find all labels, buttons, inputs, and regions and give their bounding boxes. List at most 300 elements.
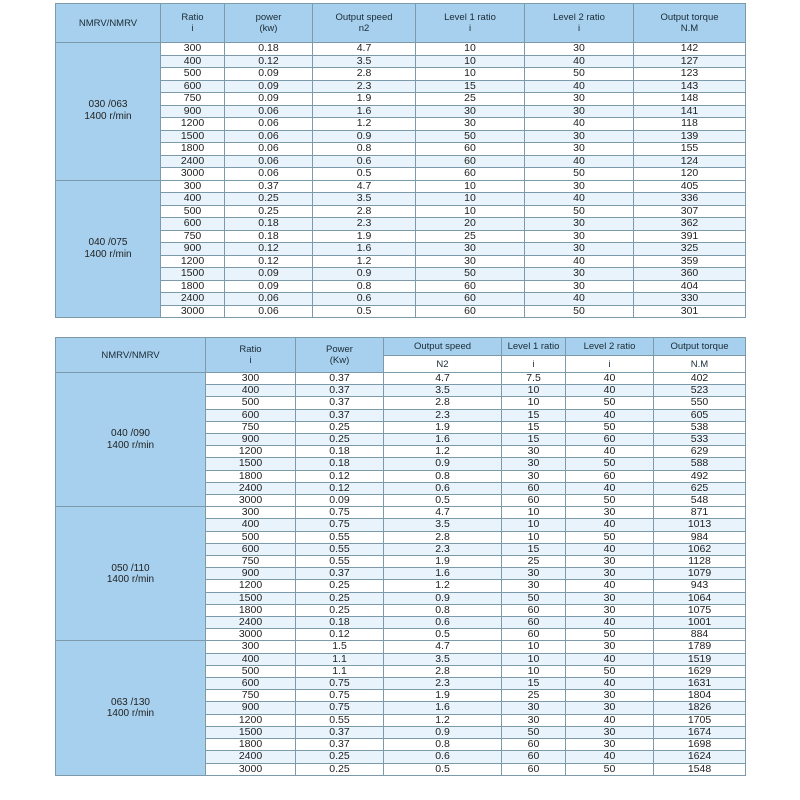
cell-level2-ratio: 40 (566, 373, 654, 385)
cell-power: 0.25 (296, 580, 384, 592)
cell-ratio: 1500 (161, 130, 225, 143)
cell-power: 0.06 (225, 168, 313, 181)
cell-level1-ratio: 60 (502, 495, 566, 507)
cell-level2-ratio: 30 (525, 130, 634, 143)
cell-power: 0.37 (296, 385, 384, 397)
cell-power: 0.12 (225, 255, 313, 268)
cell-ratio: 2400 (161, 293, 225, 306)
cell-level1-ratio: 60 (502, 604, 566, 616)
cell-ratio: 500 (206, 397, 296, 409)
cell-level2-ratio: 30 (525, 180, 634, 193)
cell-output-speed: 0.5 (384, 629, 502, 641)
cell-output-torque: 120 (634, 168, 746, 181)
model-label: 040 /075 (88, 236, 128, 248)
cell-output-torque: 1062 (654, 543, 746, 555)
cell-ratio: 1200 (206, 446, 296, 458)
cell-level1-ratio: 25 (502, 690, 566, 702)
cell-ratio: 600 (206, 678, 296, 690)
cell-ratio: 3000 (161, 305, 225, 318)
cell-level1-ratio: 30 (502, 580, 566, 592)
subheader-level1-ratio: i (502, 356, 566, 373)
cell-ratio: 2400 (206, 751, 296, 763)
header-power: power (kw) (225, 4, 313, 43)
cell-level2-ratio: 50 (525, 305, 634, 318)
cell-level1-ratio: 60 (502, 629, 566, 641)
cell-output-speed: 1.6 (384, 568, 502, 580)
cell-power: 0.09 (225, 280, 313, 293)
cell-output-torque: 1674 (654, 726, 746, 738)
cell-level1-ratio: 60 (502, 617, 566, 629)
header-output-speed: Output speed n2 (313, 4, 416, 43)
header-level2-ratio: Level 2 ratio (566, 338, 654, 356)
cell-output-speed: 2.8 (384, 397, 502, 409)
cell-output-torque: 1631 (654, 678, 746, 690)
cell-ratio: 600 (206, 543, 296, 555)
cell-level2-ratio: 30 (525, 280, 634, 293)
cell-level2-ratio: 40 (525, 80, 634, 93)
cell-ratio: 1200 (206, 580, 296, 592)
cell-power: 0.12 (296, 470, 384, 482)
table-header-row (56, 338, 746, 356)
cell-level1-ratio: 10 (416, 55, 525, 68)
input-speed-label: 1400 r/min (106, 439, 155, 451)
cell-level2-ratio: 30 (566, 604, 654, 616)
cell-ratio: 900 (206, 702, 296, 714)
cell-level1-ratio: 60 (502, 751, 566, 763)
cell-output-torque: 330 (634, 293, 746, 306)
cell-output-speed: 0.6 (384, 617, 502, 629)
cell-level2-ratio: 30 (525, 105, 634, 118)
cell-output-speed: 2.8 (313, 68, 416, 81)
cell-power: 0.25 (296, 592, 384, 604)
cell-output-torque: 629 (654, 446, 746, 458)
cell-level1-ratio: 10 (502, 653, 566, 665)
cell-level1-ratio: 10 (416, 43, 525, 56)
cell-ratio: 600 (161, 218, 225, 231)
input-speed-label: 1400 r/min (84, 248, 132, 260)
cell-ratio: 3000 (206, 629, 296, 641)
cell-ratio: 500 (161, 205, 225, 218)
cell-level2-ratio: 30 (566, 568, 654, 580)
cell-level1-ratio: 60 (502, 482, 566, 494)
cell-ratio: 1200 (161, 118, 225, 131)
cell-level1-ratio: 10 (416, 180, 525, 193)
cell-output-torque: 1789 (654, 641, 746, 653)
cell-level1-ratio: 60 (416, 305, 525, 318)
cell-output-speed: 4.7 (384, 373, 502, 385)
cell-level1-ratio: 60 (502, 739, 566, 751)
cell-output-torque: 362 (634, 218, 746, 231)
table-row (56, 43, 746, 56)
cell-output-speed: 0.8 (313, 280, 416, 293)
cell-output-torque: 625 (654, 482, 746, 494)
cell-output-speed: 0.8 (313, 143, 416, 156)
cell-output-torque: 123 (634, 68, 746, 81)
cell-level1-ratio: 30 (416, 118, 525, 131)
cell-output-speed: 1.2 (313, 255, 416, 268)
cell-level1-ratio: 60 (416, 280, 525, 293)
cell-output-torque: 523 (654, 385, 746, 397)
cell-power: 0.25 (225, 193, 313, 206)
cell-output-torque: 1548 (654, 763, 746, 775)
cell-level2-ratio: 40 (525, 55, 634, 68)
cell-output-torque: 391 (634, 230, 746, 243)
cell-power: 0.75 (296, 690, 384, 702)
cell-level2-ratio: 50 (525, 68, 634, 81)
cell-ratio: 3000 (206, 495, 296, 507)
cell-level2-ratio: 40 (566, 385, 654, 397)
cell-power: 0.18 (225, 218, 313, 231)
cell-power: 0.37 (225, 180, 313, 193)
cell-output-torque: 139 (634, 130, 746, 143)
model-group-cell (56, 373, 206, 507)
cell-level2-ratio: 50 (566, 495, 654, 507)
cell-power: 1.1 (296, 653, 384, 665)
cell-output-speed: 3.5 (313, 193, 416, 206)
cell-output-torque: 588 (654, 458, 746, 470)
cell-ratio: 750 (206, 556, 296, 568)
cell-power: 0.09 (225, 80, 313, 93)
cell-output-torque: 871 (654, 507, 746, 519)
cell-level1-ratio: 25 (416, 93, 525, 106)
cell-power: 0.75 (296, 702, 384, 714)
cell-output-speed: 4.7 (313, 43, 416, 56)
cell-level1-ratio: 50 (416, 268, 525, 281)
cell-level2-ratio: 30 (566, 690, 654, 702)
cell-output-speed: 4.7 (384, 507, 502, 519)
cell-power: 0.09 (225, 268, 313, 281)
cell-ratio: 900 (206, 568, 296, 580)
cell-ratio: 900 (206, 434, 296, 446)
cell-output-torque: 307 (634, 205, 746, 218)
cell-output-torque: 548 (654, 495, 746, 507)
cell-output-torque: 141 (634, 105, 746, 118)
cell-level2-ratio: 60 (566, 434, 654, 446)
cell-power: 0.75 (296, 507, 384, 519)
cell-power: 0.12 (296, 482, 384, 494)
cell-output-torque: 1079 (654, 568, 746, 580)
cell-ratio: 1200 (161, 255, 225, 268)
cell-output-torque: 301 (634, 305, 746, 318)
table-row (56, 373, 746, 385)
cell-level1-ratio: 60 (416, 143, 525, 156)
cell-output-speed: 2.3 (384, 678, 502, 690)
cell-output-torque: 533 (654, 434, 746, 446)
header-model: NMRV/NMRV (56, 4, 161, 43)
cell-level2-ratio: 40 (566, 617, 654, 629)
cell-level1-ratio: 30 (416, 243, 525, 256)
table-row (56, 641, 746, 653)
cell-ratio: 1800 (206, 604, 296, 616)
cell-output-speed: 0.9 (384, 592, 502, 604)
cell-ratio: 1800 (206, 739, 296, 751)
cell-power: 0.09 (225, 68, 313, 81)
cell-level1-ratio: 50 (416, 130, 525, 143)
cell-output-speed: 3.5 (384, 385, 502, 397)
cell-output-torque: 984 (654, 531, 746, 543)
model-label: 050 /110 (111, 562, 150, 574)
cell-power: 0.37 (296, 373, 384, 385)
cell-ratio: 1500 (206, 458, 296, 470)
cell-output-speed: 1.9 (384, 690, 502, 702)
cell-level2-ratio: 30 (566, 556, 654, 568)
cell-output-torque: 884 (654, 629, 746, 641)
cell-level2-ratio: 30 (566, 739, 654, 751)
cell-output-speed: 2.3 (313, 80, 416, 93)
cell-output-torque: 605 (654, 409, 746, 421)
cell-output-speed: 0.5 (384, 763, 502, 775)
cell-ratio: 400 (206, 653, 296, 665)
cell-power: 0.37 (296, 397, 384, 409)
cell-level1-ratio: 10 (502, 531, 566, 543)
cell-level1-ratio: 10 (502, 397, 566, 409)
cell-power: 0.09 (225, 93, 313, 106)
cell-power: 0.25 (296, 763, 384, 775)
gear-ratio-table-2 (55, 337, 746, 776)
cell-level1-ratio: 30 (502, 470, 566, 482)
gear-ratio-table-1 (55, 3, 746, 318)
cell-level2-ratio: 30 (525, 43, 634, 56)
input-speed-label: 1400 r/min (106, 573, 155, 585)
cell-output-torque: 155 (634, 143, 746, 156)
cell-power: 0.09 (296, 495, 384, 507)
cell-power: 0.18 (296, 617, 384, 629)
cell-output-speed: 2.8 (313, 205, 416, 218)
header-ratio: Ratio i (161, 4, 225, 43)
cell-output-speed: 0.6 (384, 482, 502, 494)
model-group-cell (56, 507, 206, 641)
cell-power: 0.06 (225, 305, 313, 318)
cell-level2-ratio: 40 (566, 446, 654, 458)
cell-ratio: 750 (206, 690, 296, 702)
cell-output-torque: 1705 (654, 714, 746, 726)
cell-output-torque: 1075 (654, 604, 746, 616)
cell-level2-ratio: 50 (566, 458, 654, 470)
cell-level1-ratio: 60 (502, 763, 566, 775)
cell-level2-ratio: 30 (525, 218, 634, 231)
cell-level2-ratio: 40 (566, 543, 654, 555)
cell-level2-ratio: 40 (525, 255, 634, 268)
cell-output-speed: 3.5 (313, 55, 416, 68)
header-level1-ratio: Level 1 ratio (502, 338, 566, 356)
cell-ratio: 600 (206, 409, 296, 421)
cell-output-torque: 1013 (654, 519, 746, 531)
cell-level2-ratio: 40 (566, 482, 654, 494)
cell-ratio: 2400 (161, 155, 225, 168)
cell-level1-ratio: 30 (502, 446, 566, 458)
cell-ratio: 900 (161, 243, 225, 256)
cell-output-speed: 4.7 (384, 641, 502, 653)
cell-level1-ratio: 50 (502, 592, 566, 604)
table-row (56, 180, 746, 193)
model-label: 030 /063 (88, 99, 128, 111)
cell-level2-ratio: 40 (566, 409, 654, 421)
cell-ratio: 400 (206, 519, 296, 531)
cell-output-speed: 0.6 (384, 751, 502, 763)
cell-level2-ratio: 30 (525, 268, 634, 281)
cell-output-torque: 1629 (654, 665, 746, 677)
cell-level2-ratio: 50 (566, 763, 654, 775)
cell-output-torque: 402 (654, 373, 746, 385)
cell-power: 0.25 (296, 751, 384, 763)
cell-output-torque: 1001 (654, 617, 746, 629)
cell-output-speed: 1.2 (384, 580, 502, 592)
cell-output-speed: 1.9 (313, 93, 416, 106)
header-ratio: Ratio i (206, 338, 296, 373)
cell-power: 0.06 (225, 130, 313, 143)
cell-level2-ratio: 40 (566, 678, 654, 690)
cell-level1-ratio: 30 (502, 568, 566, 580)
cell-output-torque: 142 (634, 43, 746, 56)
cell-output-speed: 2.3 (384, 409, 502, 421)
model-group-cell (56, 641, 206, 775)
cell-level2-ratio: 40 (566, 714, 654, 726)
header-output-torque: Output torque (654, 338, 746, 356)
cell-output-torque: 1128 (654, 556, 746, 568)
cell-level1-ratio: 15 (502, 434, 566, 446)
cell-level2-ratio: 30 (525, 143, 634, 156)
cell-level1-ratio: 10 (502, 385, 566, 397)
cell-level1-ratio: 10 (502, 641, 566, 653)
cell-level1-ratio: 10 (502, 665, 566, 677)
cell-level1-ratio: 7.5 (502, 373, 566, 385)
cell-output-torque: 492 (654, 470, 746, 482)
input-speed-label: 1400 r/min (84, 111, 132, 123)
cell-output-speed: 2.8 (384, 665, 502, 677)
header-output-speed: Output speed (384, 338, 502, 356)
cell-level2-ratio: 50 (566, 629, 654, 641)
cell-output-speed: 3.5 (384, 519, 502, 531)
cell-ratio: 600 (161, 80, 225, 93)
header-output-torque: Output torque N.M (634, 4, 746, 43)
cell-level1-ratio: 60 (416, 155, 525, 168)
cell-output-torque: 1804 (654, 690, 746, 702)
cell-power: 1.5 (296, 641, 384, 653)
table-body (56, 43, 746, 318)
cell-output-speed: 0.9 (384, 458, 502, 470)
cell-output-speed: 4.7 (313, 180, 416, 193)
cell-ratio: 1800 (161, 280, 225, 293)
input-speed-label: 1400 r/min (106, 708, 155, 720)
cell-ratio: 2400 (206, 617, 296, 629)
cell-ratio: 750 (161, 93, 225, 106)
table-row (56, 507, 746, 519)
cell-ratio: 1800 (206, 470, 296, 482)
cell-level2-ratio: 30 (525, 243, 634, 256)
cell-output-speed: 1.6 (384, 434, 502, 446)
cell-ratio: 3000 (161, 168, 225, 181)
cell-ratio: 400 (161, 55, 225, 68)
cell-ratio: 900 (161, 105, 225, 118)
cell-output-speed: 0.5 (313, 305, 416, 318)
cell-power: 0.12 (296, 629, 384, 641)
cell-level1-ratio: 15 (416, 80, 525, 93)
cell-power: 0.06 (225, 293, 313, 306)
cell-output-torque: 325 (634, 243, 746, 256)
cell-level1-ratio: 15 (502, 678, 566, 690)
cell-ratio: 1800 (161, 143, 225, 156)
cell-output-torque: 1519 (654, 653, 746, 665)
cell-output-torque: 1064 (654, 592, 746, 604)
cell-ratio: 1200 (206, 714, 296, 726)
cell-output-speed: 1.6 (384, 702, 502, 714)
cell-power: 0.25 (296, 434, 384, 446)
cell-level2-ratio: 40 (525, 193, 634, 206)
cell-power: 0.55 (296, 543, 384, 555)
cell-ratio: 1500 (161, 268, 225, 281)
cell-power: 0.18 (296, 458, 384, 470)
cell-output-torque: 943 (654, 580, 746, 592)
cell-level1-ratio: 15 (502, 409, 566, 421)
cell-output-speed: 1.9 (384, 556, 502, 568)
model-label: 040 /090 (111, 428, 150, 440)
cell-level1-ratio: 50 (502, 726, 566, 738)
model-group-cell (56, 43, 161, 181)
cell-output-speed: 0.5 (384, 495, 502, 507)
cell-level2-ratio: 50 (566, 421, 654, 433)
cell-ratio: 2400 (206, 482, 296, 494)
cell-output-torque: 404 (634, 280, 746, 293)
cell-power: 0.37 (296, 568, 384, 580)
cell-power: 0.55 (296, 531, 384, 543)
cell-output-torque: 118 (634, 118, 746, 131)
cell-level2-ratio: 40 (525, 118, 634, 131)
cell-level2-ratio: 30 (566, 726, 654, 738)
cell-output-torque: 143 (634, 80, 746, 93)
cell-output-speed: 0.8 (384, 739, 502, 751)
cell-level1-ratio: 15 (502, 543, 566, 555)
cell-ratio: 500 (206, 531, 296, 543)
table-body (56, 373, 746, 776)
cell-level1-ratio: 30 (502, 714, 566, 726)
cell-output-speed: 0.5 (313, 168, 416, 181)
cell-power: 0.06 (225, 155, 313, 168)
cell-power: 0.18 (225, 230, 313, 243)
cell-output-speed: 0.6 (313, 155, 416, 168)
cell-power: 0.55 (296, 714, 384, 726)
cell-ratio: 500 (161, 68, 225, 81)
cell-output-speed: 0.9 (313, 268, 416, 281)
cell-ratio: 400 (206, 385, 296, 397)
cell-power: 0.25 (296, 421, 384, 433)
cell-ratio: 300 (206, 641, 296, 653)
cell-level2-ratio: 40 (566, 519, 654, 531)
cell-ratio: 300 (206, 507, 296, 519)
cell-power: 0.18 (225, 43, 313, 56)
cell-output-speed: 1.9 (384, 421, 502, 433)
cell-level1-ratio: 10 (502, 519, 566, 531)
cell-output-speed: 1.6 (313, 243, 416, 256)
cell-ratio: 300 (206, 373, 296, 385)
cell-output-torque: 360 (634, 268, 746, 281)
cell-ratio: 750 (206, 421, 296, 433)
cell-power: 0.12 (225, 55, 313, 68)
cell-output-torque: 1698 (654, 739, 746, 751)
model-label: 063 /130 (111, 696, 150, 708)
header-level2-ratio: Level 2 ratio i (525, 4, 634, 43)
cell-level2-ratio: 40 (566, 580, 654, 592)
cell-level2-ratio: 50 (525, 205, 634, 218)
cell-level2-ratio: 40 (525, 293, 634, 306)
cell-output-speed: 0.8 (384, 604, 502, 616)
cell-output-torque: 538 (654, 421, 746, 433)
cell-output-speed: 0.9 (313, 130, 416, 143)
cell-level1-ratio: 25 (416, 230, 525, 243)
cell-power: 0.37 (296, 409, 384, 421)
cell-power: 0.75 (296, 519, 384, 531)
cell-output-speed: 1.6 (313, 105, 416, 118)
header-level1-ratio: Level 1 ratio i (416, 4, 525, 43)
